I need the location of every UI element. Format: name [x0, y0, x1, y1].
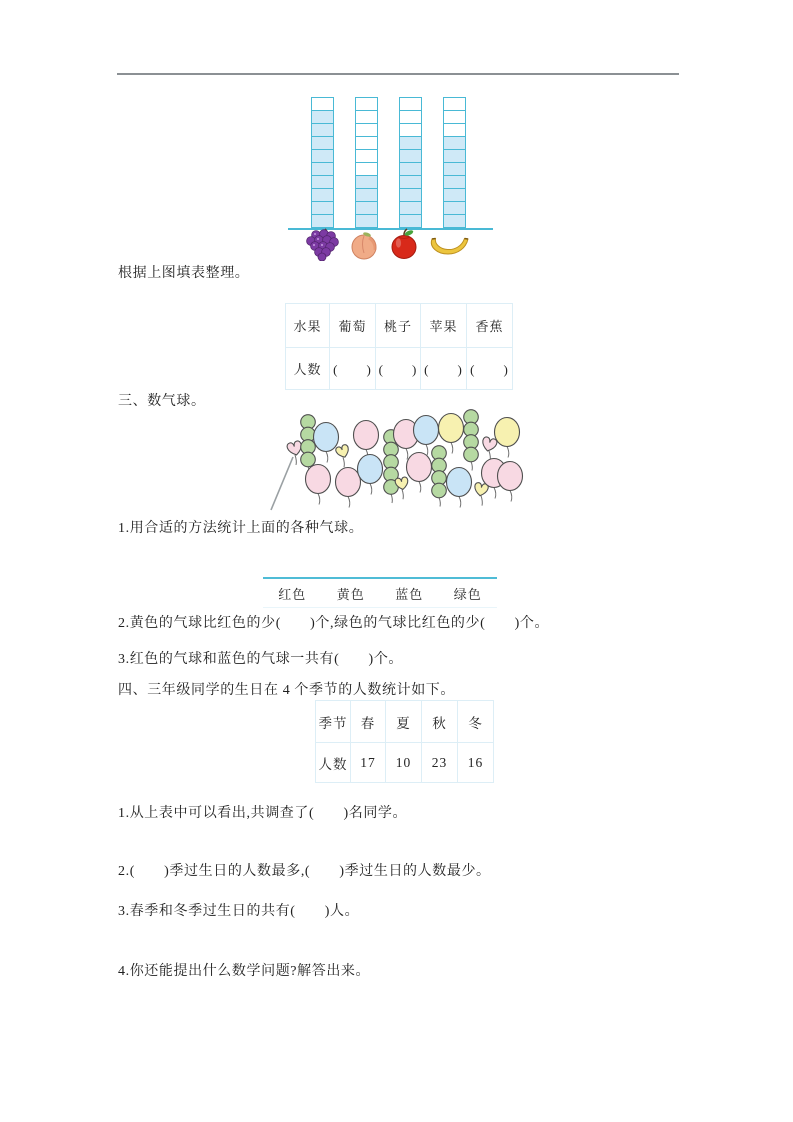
chart-cell [443, 149, 466, 163]
season-table-cell: 23 [422, 743, 458, 783]
chart-cell [355, 162, 378, 176]
fruit-table-cell: ( ) [421, 348, 467, 390]
fruit-table-cell: 苹果 [421, 304, 467, 348]
chart-cell [443, 162, 466, 176]
question-seasons-3: 3.春季和冬季过生日的共有( )人。 [118, 904, 360, 919]
yellow-heart-balloon [335, 444, 351, 467]
balloon-string [426, 445, 428, 456]
balloon-tally-table [263, 577, 497, 608]
fruit-table-cell: ( ) [330, 348, 376, 390]
chart-column-桃子 [355, 97, 378, 228]
chart-cell [443, 188, 466, 202]
chart-cell [443, 110, 466, 124]
season-table-cell: 秋 [422, 701, 458, 743]
chart-cell [355, 123, 378, 137]
chart-cell [399, 188, 422, 202]
chart-cell [443, 201, 466, 215]
pink-heart-balloon [271, 440, 303, 510]
apple-icon [389, 228, 419, 260]
season-table-cell: 16 [458, 743, 494, 783]
green-cluster-balloon [432, 446, 447, 507]
balloon-string [419, 482, 421, 493]
blue-round-balloon [447, 468, 472, 508]
balloon-string [348, 497, 350, 508]
season-table-cell: 17 [351, 743, 386, 783]
balloon-string [402, 489, 403, 499]
balloon-string [451, 443, 453, 454]
balloon-string [481, 496, 482, 506]
tally-label-黄色: 黄色 [336, 587, 365, 602]
chart-cell [311, 149, 334, 163]
chart-cell [399, 214, 422, 228]
chart-cell [311, 175, 334, 189]
question-seasons-1: 1.从上表中可以看出,共调查了( )名同学。 [118, 806, 408, 821]
season-table [315, 700, 494, 783]
chart-cell [355, 188, 378, 202]
fruit-table-cell: 水果 [286, 304, 330, 348]
chart-cell [355, 110, 378, 124]
yellow-heart-balloon [473, 482, 488, 505]
yellow-round-balloon [495, 418, 520, 458]
chart-cell [399, 201, 422, 215]
season-table-cell: 10 [386, 743, 422, 783]
balloon-string [507, 447, 509, 458]
peach-icon [349, 230, 379, 260]
blue-round-balloon [358, 455, 383, 495]
chart-cell [399, 162, 422, 176]
question-balloons-3: 3.红色的气球和蓝色的气球一共有( )个。 [118, 652, 404, 667]
question-seasons-2: 2.( )季过生日的人数最多,( )季过生日的人数最少。 [118, 864, 491, 879]
balloon-string [343, 457, 344, 467]
chart-cell [399, 149, 422, 163]
fruit-table-cell: 香蕉 [467, 304, 513, 348]
fruit-table-cell: 桃子 [376, 304, 421, 348]
balloon-string [471, 462, 472, 471]
balloons-illustration [258, 407, 538, 513]
pink-round-balloon [407, 453, 432, 493]
chart-cell [311, 162, 334, 176]
pink-heart-balloon [481, 436, 498, 461]
chart-column-葡萄 [311, 97, 334, 228]
fruit-table-cell: 人数 [286, 348, 330, 390]
season-table-cell: 人数 [316, 743, 351, 783]
chart-cell [443, 136, 466, 150]
chart-cell [355, 201, 378, 215]
pink-round-balloon [498, 462, 523, 502]
question-balloons-2: 2.黄色的气球比红色的少( )个,绿色的气球比红色的少( )个。 [118, 616, 550, 631]
season-table-cell: 季节 [316, 701, 351, 743]
question-seasons-4: 4.你还能提出什么数学问题?解答出来。 [118, 964, 371, 979]
chart-cell [443, 175, 466, 189]
balloon-string [459, 497, 461, 508]
chart-cell [311, 97, 334, 111]
pink-round-balloon [306, 465, 331, 505]
balloon-string [326, 452, 328, 463]
fruit-table-cell: 葡萄 [330, 304, 376, 348]
balloon-string [510, 491, 512, 502]
chart-column-苹果 [399, 97, 422, 228]
green-cluster-balloon [464, 410, 479, 471]
fruit-table [285, 303, 513, 390]
chart-cell [399, 97, 422, 111]
chart-cell [443, 97, 466, 111]
chart-cell [355, 149, 378, 163]
fruit-table-cell: ( ) [376, 348, 421, 390]
tally-label-绿色: 绿色 [453, 587, 482, 602]
chart-cell [355, 175, 378, 189]
banana-icon [428, 233, 470, 259]
chart-cell [443, 214, 466, 228]
chart-cell [311, 123, 334, 137]
balloon-string [494, 488, 496, 499]
chart-cell [399, 123, 422, 137]
chart-cell [399, 110, 422, 124]
chart-column-香蕉 [443, 97, 466, 228]
balloon-string [439, 498, 440, 507]
season-table-cell: 冬 [458, 701, 494, 743]
section3-heading: 三、数气球。 [118, 394, 206, 409]
grapes-icon [303, 227, 341, 261]
chart-cell [311, 214, 334, 228]
chart-cell [399, 175, 422, 189]
fruit-pictograph [311, 97, 467, 229]
chart-cell [311, 188, 334, 202]
season-table-cell: 夏 [386, 701, 422, 743]
fruit-table-cell: ( ) [467, 348, 513, 390]
section4-heading: 四、三年级同学的生日在 4 个季节的人数统计如下。 [118, 683, 455, 698]
chart-cell [311, 201, 334, 215]
balloon-string [391, 494, 392, 503]
balloon-string [318, 494, 320, 505]
question-balloons-1: 1.用合适的方法统计上面的各种气球。 [118, 521, 364, 536]
chart-cell [399, 136, 422, 150]
pink-round-balloon [354, 421, 379, 461]
season-table-cell: 春 [351, 701, 386, 743]
chart-cell [355, 97, 378, 111]
balloon-string [271, 457, 293, 510]
balloon-string [370, 484, 372, 495]
chart-cell [355, 214, 378, 228]
balloon-string [295, 455, 296, 465]
chart-cell [311, 136, 334, 150]
pink-round-balloon [336, 468, 361, 508]
blue-round-balloon [314, 423, 339, 463]
chart-cell [311, 110, 334, 124]
balloon-string [406, 449, 408, 460]
chart-cell [443, 123, 466, 137]
chart-cell [355, 136, 378, 150]
tally-label-红色: 红色 [278, 587, 307, 602]
tally-label-蓝色: 蓝色 [395, 587, 424, 602]
top-divider [117, 73, 679, 75]
note-fill-table: 根据上图填表整理。 [118, 266, 250, 281]
